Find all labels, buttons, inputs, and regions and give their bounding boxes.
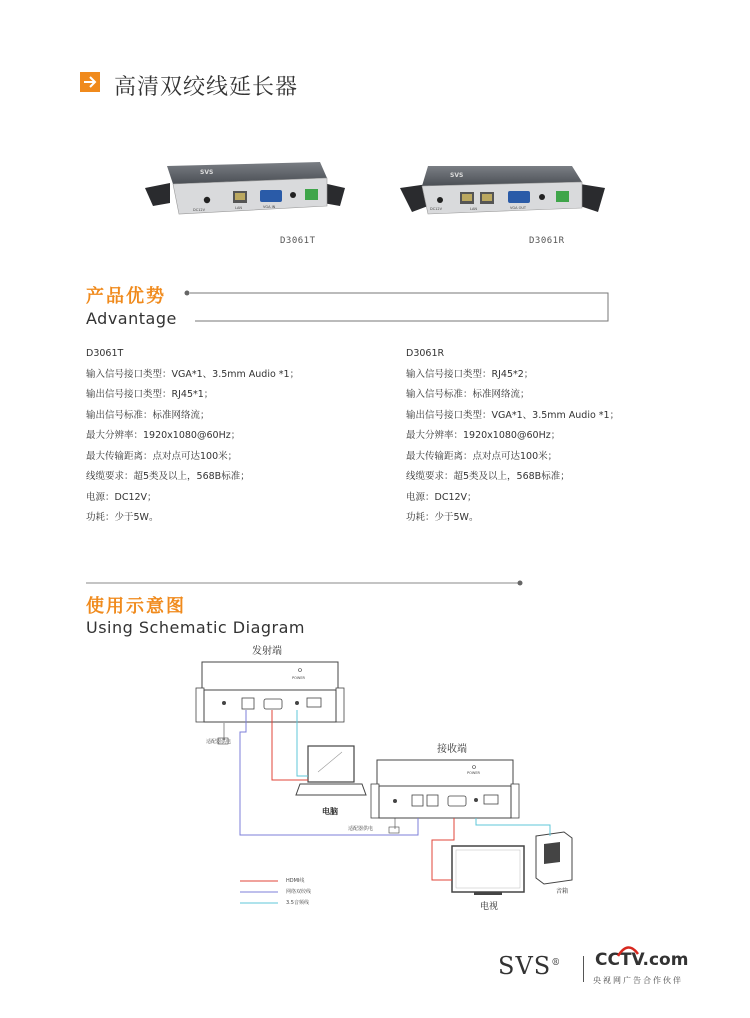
spec-item: 功耗：少于5W。 <box>86 512 159 523</box>
schematic-diagram <box>180 640 600 920</box>
tv-label: 电视 <box>480 902 499 912</box>
page-title: 高清双绞线延长器 <box>114 75 299 100</box>
spec-item: 输入信号接口类型：VGA*1、3.5mm Audio *1； <box>86 368 300 380</box>
transmitter-top <box>202 662 338 690</box>
spec-item: 输出信号接口类型：VGA*1、3.5mm Audio *1； <box>406 409 620 421</box>
spec-item: 最大传输距离：点对点可达100米； <box>406 450 558 462</box>
advantage-bracket-line <box>180 286 612 326</box>
receiver-front <box>379 786 511 818</box>
schematic-title-cn: 使用示意图 <box>86 596 186 617</box>
registered-mark: ® <box>551 958 562 968</box>
spec-list-d3061t <box>86 344 299 529</box>
adapter-label-tx: 适配器供电 <box>206 739 232 745</box>
cctv-subtitle: 央视网广告合作伙伴 <box>593 976 683 985</box>
advantage-title-en: Advantage <box>86 309 177 328</box>
spec-item: 输入信号接口类型：RJ45*2； <box>406 368 534 380</box>
computer-label: 电脑 <box>322 807 338 816</box>
spec-item: 输出信号标准：标准网络流； <box>86 409 210 421</box>
audio-cable-rx <box>476 818 550 836</box>
legend-label-audio: 3.5音频线 <box>286 900 309 906</box>
spec-item: 电源：DC12V； <box>86 491 157 503</box>
spec-item: 线缆要求：超5类及以上，568B标准； <box>406 471 570 482</box>
svg-text:LAN: LAN <box>235 206 243 210</box>
legend-label-hdmi: HDMI线 <box>286 878 305 884</box>
product-image-d3061t <box>145 158 345 218</box>
spec-list-d3061r <box>406 344 619 529</box>
cctv-logo: CCTV.com <box>595 950 689 970</box>
product-model-label: D3061R <box>529 236 565 246</box>
cctv-swoosh-icon <box>616 944 640 958</box>
spec-item: 线缆要求：超5类及以上，568B标准； <box>86 471 250 482</box>
spec-model: D3061R <box>406 348 445 359</box>
adapter-label-rx: 适配器供电 <box>348 826 374 832</box>
schematic-divider <box>86 578 526 588</box>
computer-screen <box>308 746 354 782</box>
footer-divider <box>583 956 584 982</box>
spec-item: 最大分辨率：1920x1080@60Hz； <box>406 430 561 441</box>
spec-item: 最大传输距离：点对点可达100米； <box>86 450 238 462</box>
svs-logo <box>498 952 561 980</box>
svg-text:VGA IN: VGA IN <box>263 205 276 209</box>
svg-text:VGA OUT: VGA OUT <box>510 206 527 210</box>
svg-text:DC12V: DC12V <box>430 207 442 211</box>
spec-model: D3061T <box>86 348 124 359</box>
transmitter-label: 发射端 <box>252 646 282 657</box>
spec-item: 功耗：少于5W。 <box>406 512 479 523</box>
power-label: POWER <box>292 676 305 680</box>
header-arrow-icon <box>80 72 100 92</box>
speaker-label: 音箱 <box>556 888 569 895</box>
spec-item: 输入信号标准：标准网络流； <box>406 389 530 400</box>
transmitter-front <box>204 690 336 722</box>
receiver-top <box>377 760 513 786</box>
product-image-d3061r <box>400 160 605 220</box>
svg-text:DC12V: DC12V <box>193 208 205 212</box>
legend-label-network: 网络双绞线 <box>286 889 312 895</box>
advantage-title-cn: 产品优势 <box>86 286 166 307</box>
spec-item: 电源：DC12V； <box>406 491 477 503</box>
vga-cable-rx <box>432 818 454 880</box>
schematic-title-en: Using Schematic Diagram <box>86 618 305 637</box>
svs-logo-text: SVS <box>498 952 552 980</box>
spec-item: 最大分辨率：1920x1080@60Hz； <box>86 430 241 441</box>
product-brand: SVS <box>200 169 214 176</box>
receiver-label: 接收端 <box>437 744 467 755</box>
power-label: POWER <box>467 771 480 775</box>
spec-item: 输出信号接口类型：RJ45*1； <box>86 389 214 400</box>
product-brand: SVS <box>450 172 464 179</box>
svg-text:LAN: LAN <box>470 207 478 211</box>
product-model-label: D3061T <box>280 236 316 246</box>
